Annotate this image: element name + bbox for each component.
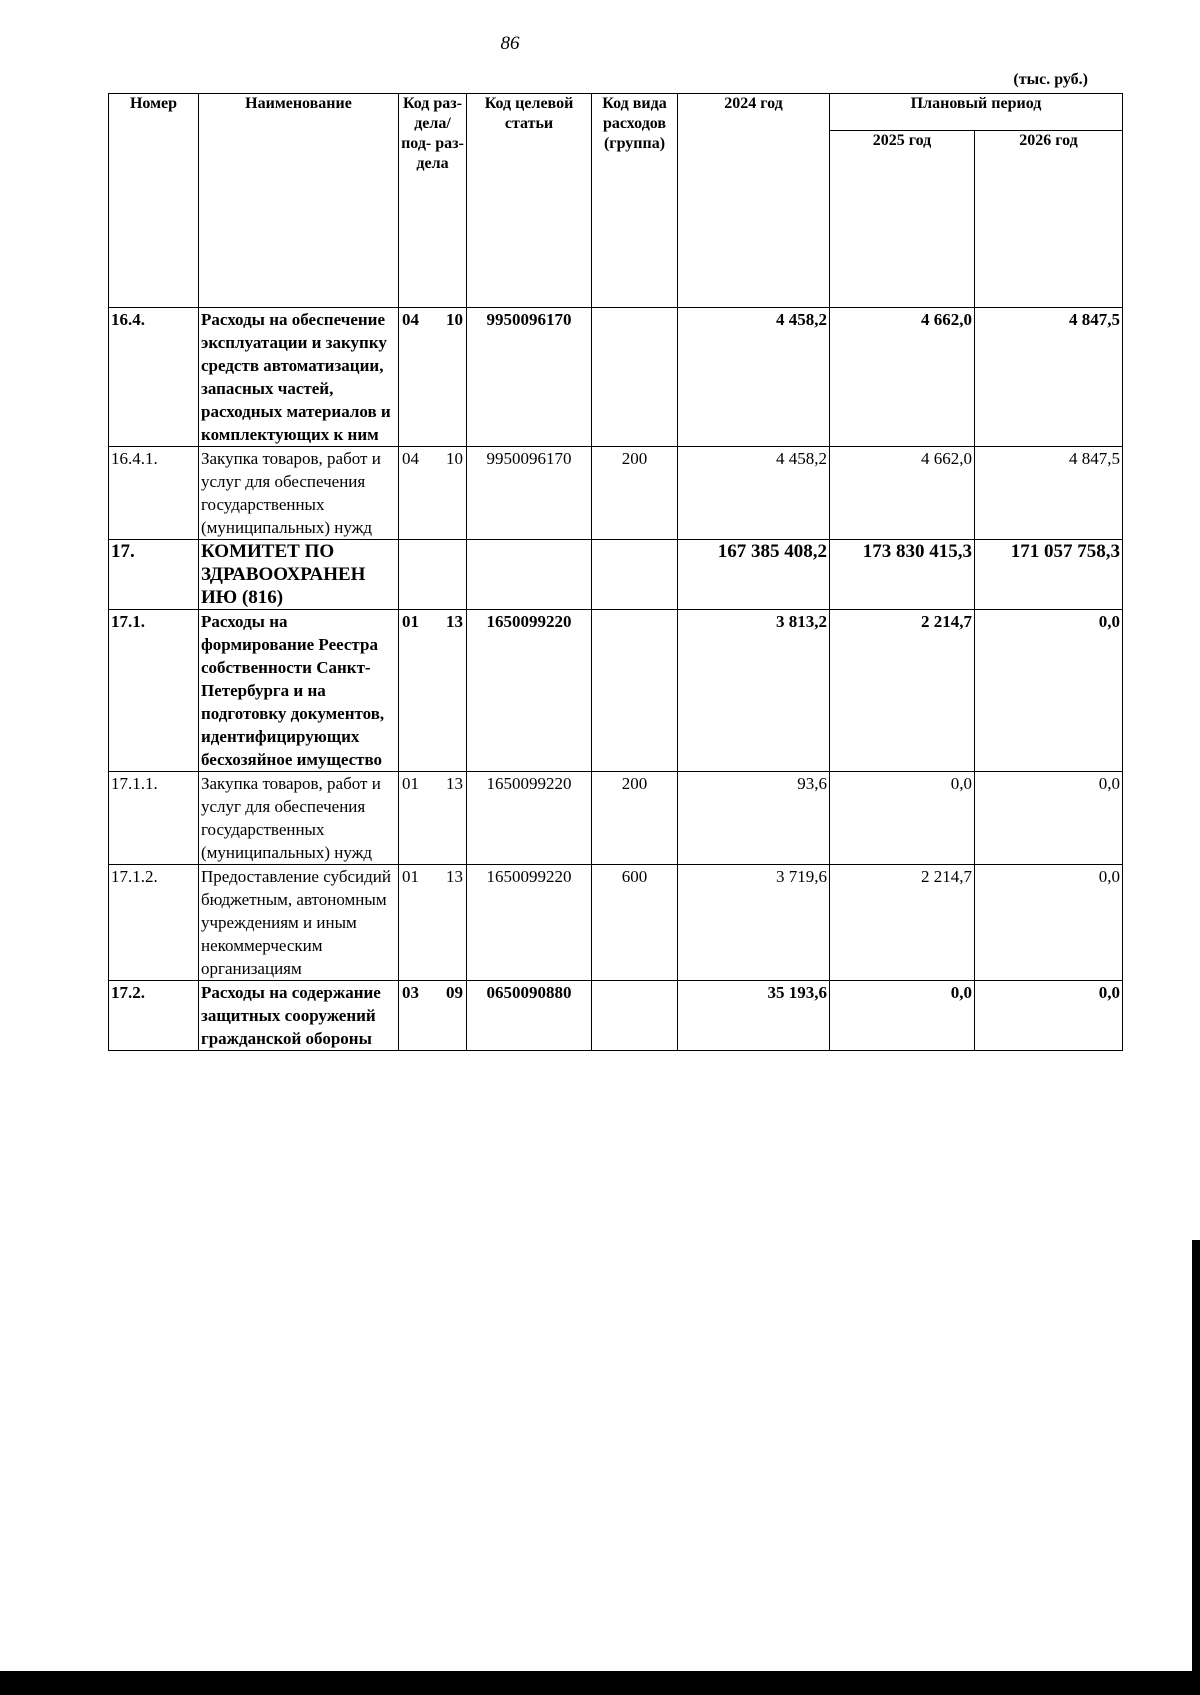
header-section-code: Код раз- дела/ под- раз- дела — [399, 94, 467, 308]
units-label: (тыс. руб.) — [1013, 71, 1088, 88]
row-2026: 0,0 — [975, 772, 1123, 865]
table-row — [109, 981, 1123, 1051]
row-name: Закупка товаров, работ и услуг для обеспечения государственных (муниципальных) нужд — [199, 447, 399, 540]
row-target-code: 1650099220 — [467, 865, 592, 981]
row-number: 17. — [109, 540, 199, 610]
row-name: Расходы на содержание защитных сооружений гражданской обороны — [199, 981, 399, 1051]
header-year-2024: 2024 год — [678, 94, 830, 308]
row-2026: 171 057 758,3 — [975, 540, 1123, 610]
header-number: Номер — [109, 94, 199, 308]
row-expense-type — [592, 308, 678, 447]
row-number: 17.1.1. — [109, 772, 199, 865]
row-2025: 0,0 — [830, 981, 975, 1051]
row-section-code — [399, 981, 467, 1051]
subsection: 13 — [446, 774, 463, 793]
row-section-code — [399, 772, 467, 865]
row-2025: 0,0 — [830, 772, 975, 865]
row-target-code — [467, 540, 592, 610]
subsection: 09 — [446, 983, 463, 1002]
row-2024: 167 385 408,2 — [678, 540, 830, 610]
row-target-code: 1650099220 — [467, 772, 592, 865]
row-section-code — [399, 540, 467, 610]
row-target-code: 0650090880 — [467, 981, 592, 1051]
row-section-code — [399, 308, 467, 447]
section: 03 — [402, 983, 419, 1002]
row-target-code: 9950096170 — [467, 308, 592, 447]
row-name: Предоставление субсидий бюджетным, автономным учреждениям и иным некоммерческим организациям — [199, 865, 399, 981]
row-section-code — [399, 610, 467, 772]
table-row — [109, 540, 1123, 610]
row-2026: 0,0 — [975, 610, 1123, 772]
table-row — [109, 772, 1123, 865]
row-number: 17.1. — [109, 610, 199, 772]
row-name: Расходы на формирование Реестра собственности Санкт-Петербурга и на подготовку документов, идентифицирующих бесхозяйное имущество — [199, 610, 399, 772]
row-name: Закупка товаров, работ и услуг для обеспечения государственных (муниципальных) нужд — [199, 772, 399, 865]
row-2026: 0,0 — [975, 981, 1123, 1051]
subsection: 13 — [446, 867, 463, 886]
section: 04 — [402, 310, 419, 329]
header-target-code: Код целевой статьи — [467, 94, 592, 308]
section: 01 — [402, 612, 419, 631]
row-expense-type: 200 — [592, 447, 678, 540]
row-expense-type — [592, 610, 678, 772]
row-2025: 173 830 415,3 — [830, 540, 975, 610]
table-row — [109, 308, 1123, 447]
row-section-code — [399, 447, 467, 540]
row-2026: 4 847,5 — [975, 308, 1123, 447]
row-expense-type: 600 — [592, 865, 678, 981]
subsection: 10 — [446, 449, 463, 468]
table-row — [109, 865, 1123, 981]
header-year-2025: 2025 год — [830, 131, 975, 308]
row-2026: 4 847,5 — [975, 447, 1123, 540]
header-year-2026: 2026 год — [975, 131, 1123, 308]
row-expense-type: 200 — [592, 772, 678, 865]
section: 04 — [402, 449, 419, 468]
row-2026: 0,0 — [975, 865, 1123, 981]
row-2025: 2 214,7 — [830, 610, 975, 772]
row-2025: 2 214,7 — [830, 865, 975, 981]
budget-table — [108, 93, 1123, 1051]
row-number: 17.1.2. — [109, 865, 199, 981]
row-2025: 4 662,0 — [830, 308, 975, 447]
row-target-code: 9950096170 — [467, 447, 592, 540]
row-expense-type — [592, 981, 678, 1051]
row-number: 16.4.1. — [109, 447, 199, 540]
row-2025: 4 662,0 — [830, 447, 975, 540]
scan-edge-right — [1192, 1240, 1200, 1695]
section: 01 — [402, 867, 419, 886]
row-number: 17.2. — [109, 981, 199, 1051]
table-row — [109, 610, 1123, 772]
scan-edge-bottom — [0, 1671, 1200, 1695]
row-2024: 35 193,6 — [678, 981, 830, 1051]
row-2024: 3 813,2 — [678, 610, 830, 772]
row-2024: 93,6 — [678, 772, 830, 865]
row-name: КОМИТЕТ ПО ЗДРАВООХРАНЕН ИЮ (816) — [199, 540, 399, 610]
row-expense-type — [592, 540, 678, 610]
row-2024: 4 458,2 — [678, 308, 830, 447]
subsection: 13 — [446, 612, 463, 631]
header-expense-type: Код вида расходов (группа) — [592, 94, 678, 308]
row-target-code: 1650099220 — [467, 610, 592, 772]
row-number: 16.4. — [109, 308, 199, 447]
row-2024: 3 719,6 — [678, 865, 830, 981]
table-row — [109, 447, 1123, 540]
row-2024: 4 458,2 — [678, 447, 830, 540]
header-planning-period: Плановый период — [830, 94, 1123, 131]
subsection: 10 — [446, 310, 463, 329]
row-section-code — [399, 865, 467, 981]
header-name: Наименование — [199, 94, 399, 308]
page-number: 86 — [500, 33, 520, 54]
row-name: Расходы на обеспечение эксплуатации и закупку средств автоматизации, запасных частей, расходных материалов и комплектующих к ним — [199, 308, 399, 447]
section: 01 — [402, 774, 419, 793]
